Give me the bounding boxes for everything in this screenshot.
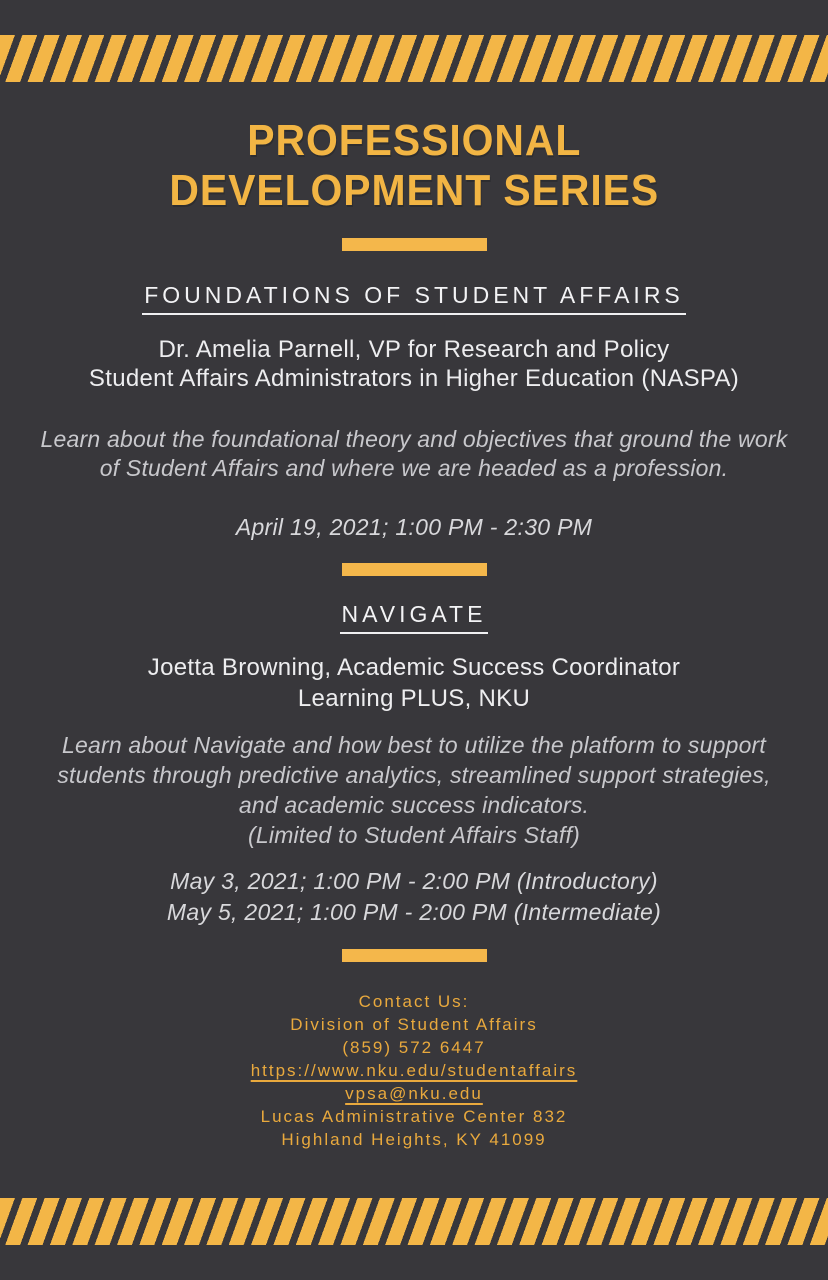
contact-org: Division of Student Affairs bbox=[290, 1015, 538, 1034]
session2-dates bbox=[167, 866, 661, 928]
page-title bbox=[169, 116, 659, 216]
session1-heading-text: FOUNDATIONS OF STUDENT AFFAIRS bbox=[142, 281, 686, 315]
divider-bar-1 bbox=[342, 238, 487, 251]
session2-speakers bbox=[148, 652, 680, 714]
session1-date: April 19, 2021; 1:00 PM - 2:30 PM bbox=[235, 514, 593, 540]
session2-description-text: Learn about Navigate and how best to utilize the platform to support students through predictive analytics, streamlined support strategies, and academic success indicators. bbox=[57, 732, 771, 818]
contact-label: Contact Us: bbox=[358, 992, 470, 1011]
website-link[interactable]: https://www.nku.edu/studentaffairs bbox=[250, 1061, 578, 1080]
contact-block bbox=[251, 990, 578, 1151]
page-title-line2: DEVELOPMENT SERIES bbox=[169, 166, 659, 215]
session1-speakers bbox=[89, 335, 739, 393]
session1-description: Learn about the foundational theory and objectives that ground the work of Student Affairs and where we are headed as a profession. bbox=[40, 426, 788, 481]
session2-restriction-note: (Limited to Student Affairs Staff) bbox=[248, 822, 580, 848]
session2-speaker-org: Learning PLUS, NKU bbox=[297, 685, 531, 712]
session1-speaker-org: Student Affairs Administrators in Higher Education (NASPA) bbox=[88, 365, 740, 392]
session2-heading bbox=[340, 600, 489, 634]
session1-dates bbox=[236, 513, 592, 542]
contact-address-line2: Highland Heights, KY 41099 bbox=[281, 1130, 547, 1149]
session1-speaker-name-title: Dr. Amelia Parnell, VP for Research and Policy bbox=[158, 336, 670, 363]
session2-description bbox=[43, 730, 785, 850]
contact-email-row bbox=[251, 1082, 578, 1105]
email-link[interactable]: vpsa@nku.edu bbox=[345, 1084, 483, 1103]
session2-speaker-name-title: Joetta Browning, Academic Success Coordinator bbox=[147, 654, 681, 681]
contact-website-row bbox=[251, 1059, 578, 1082]
session2-date-introductory: May 3, 2021; 1:00 PM - 2:00 PM (Introductory) bbox=[170, 868, 658, 894]
contact-address-line1: Lucas Administrative Center 832 bbox=[260, 1107, 568, 1126]
contact-phone: (859) 572 6447 bbox=[342, 1038, 486, 1057]
page-title-line1: PROFESSIONAL bbox=[246, 116, 581, 165]
divider-bar-3 bbox=[342, 949, 487, 962]
session2-heading-text: NAVIGATE bbox=[340, 600, 489, 634]
divider-bar-2 bbox=[342, 563, 487, 576]
session1-heading bbox=[142, 281, 686, 315]
session2-date-intermediate: May 5, 2021; 1:00 PM - 2:00 PM (Intermediate) bbox=[166, 899, 662, 925]
